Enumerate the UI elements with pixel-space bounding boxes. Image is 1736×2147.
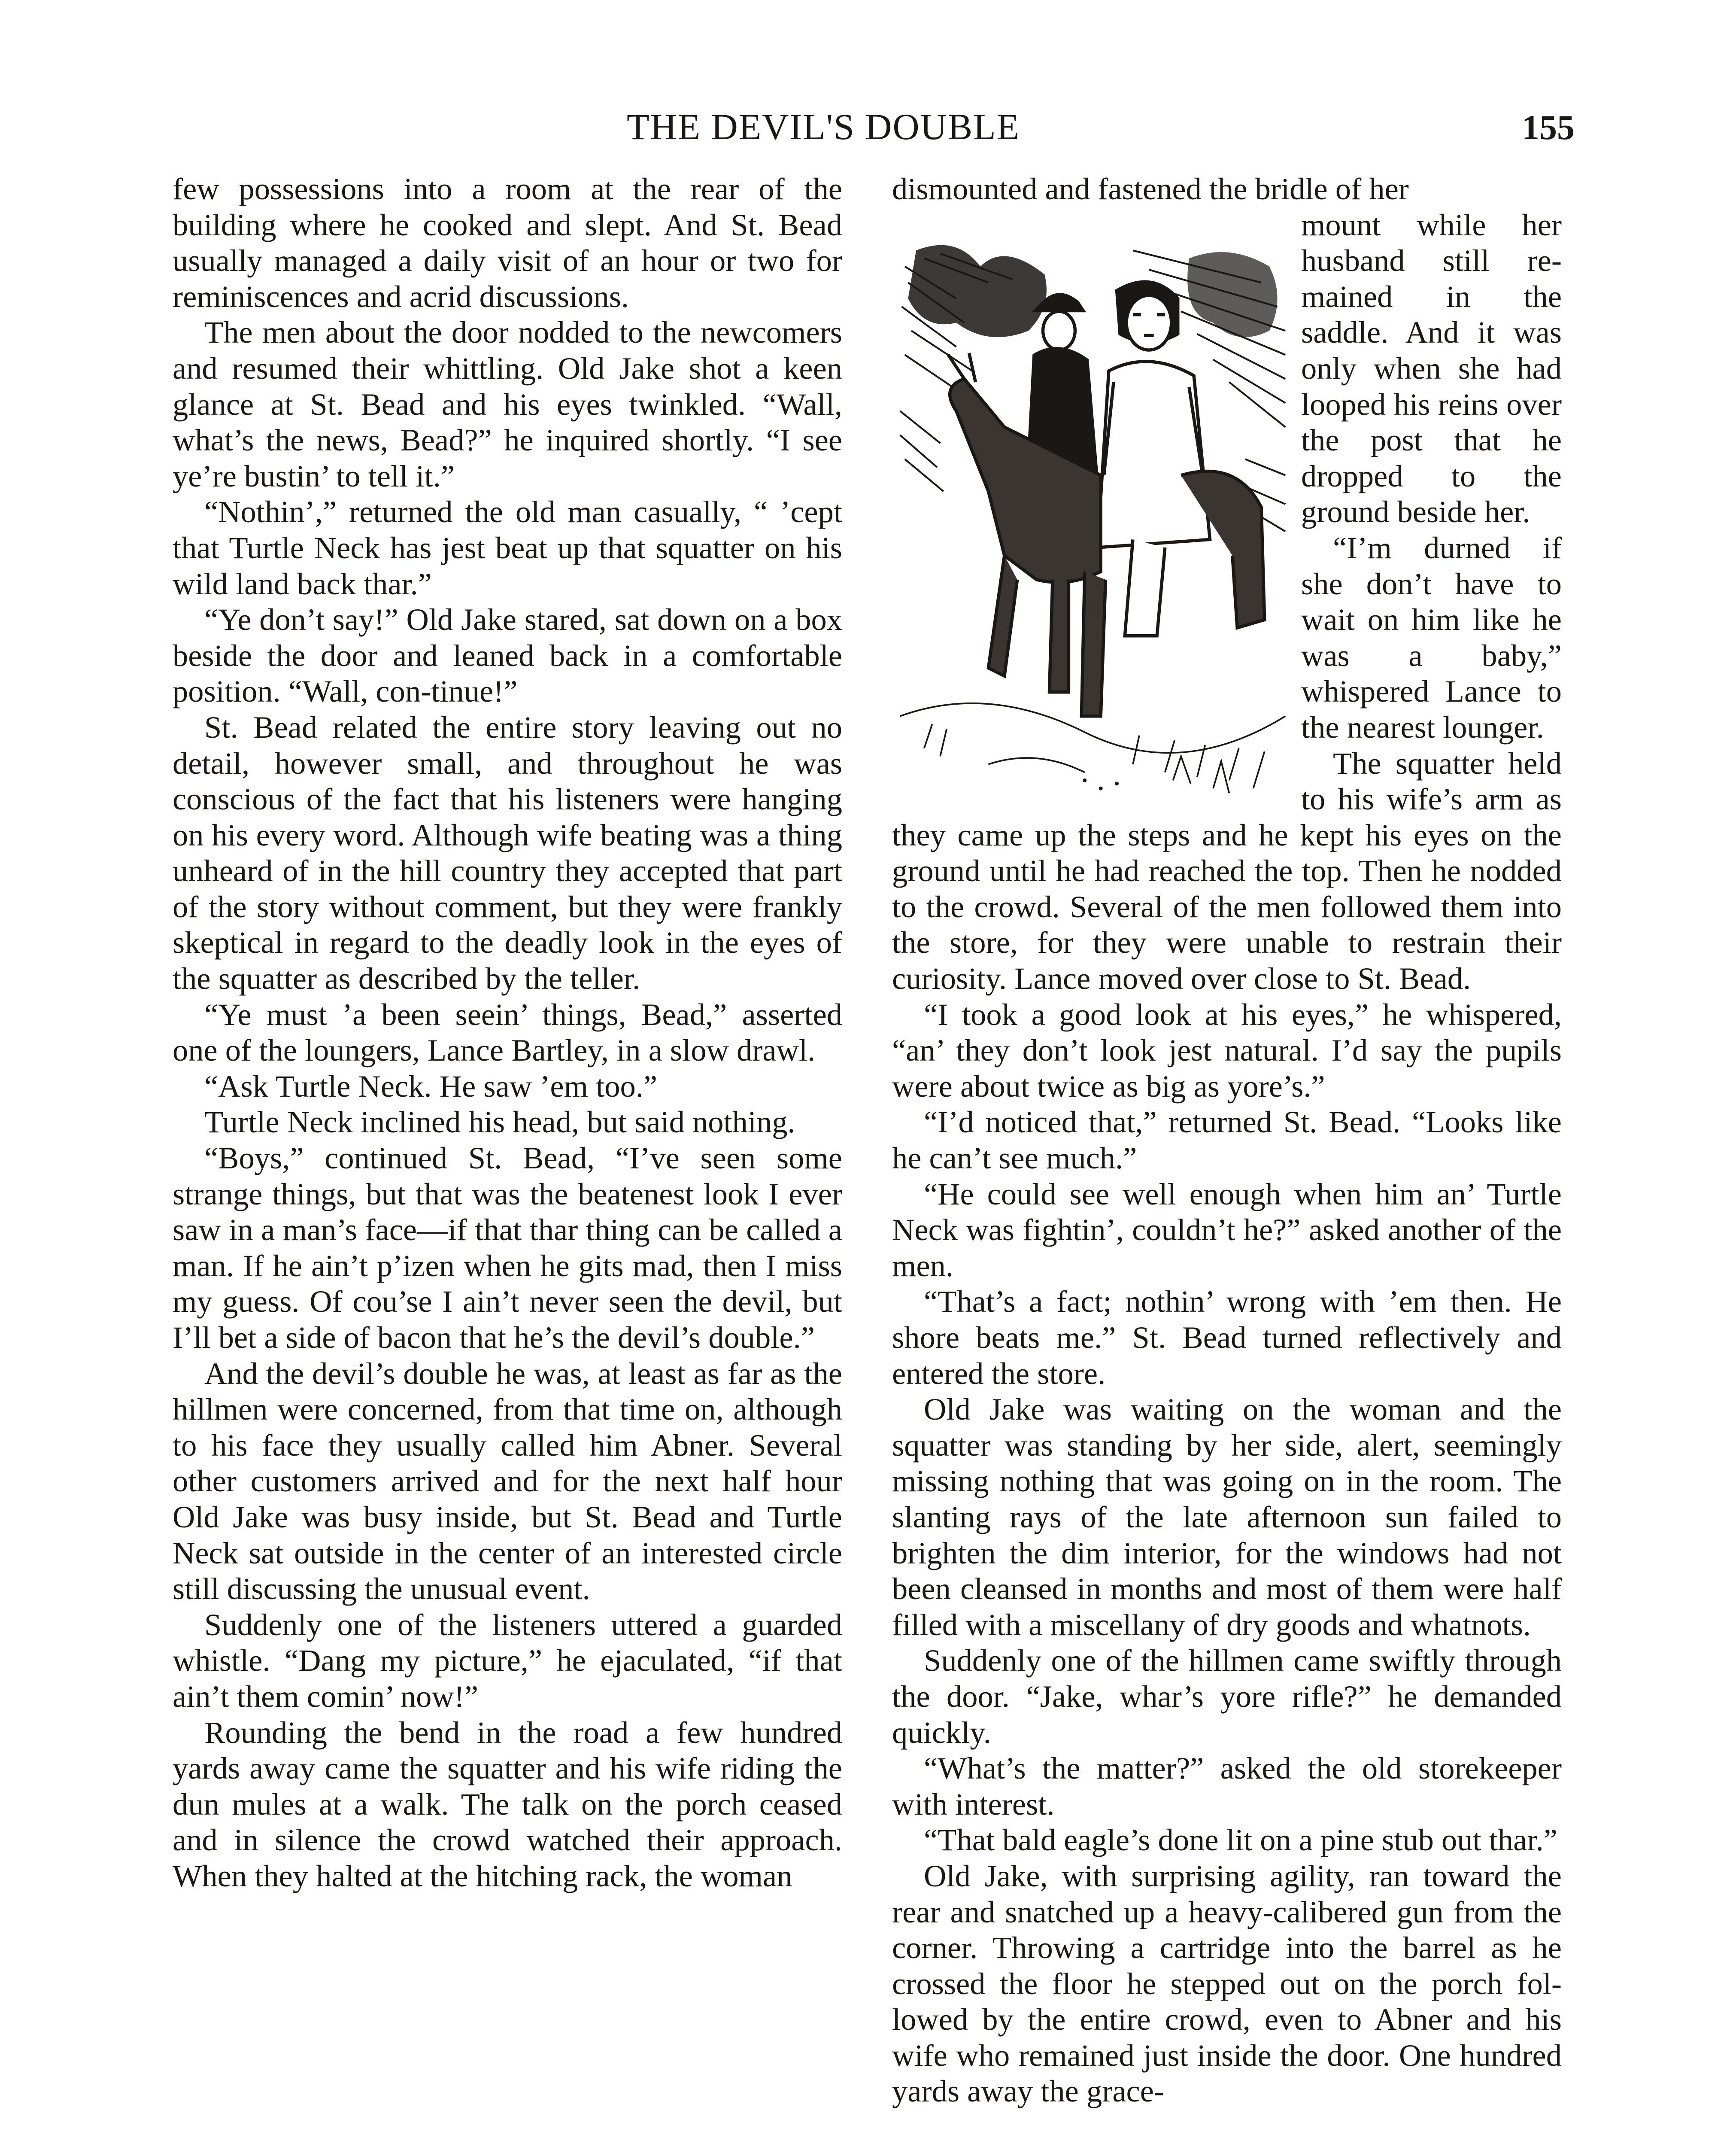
paragraph: “Boys,” continued St. Bead, “I’ve seen some strange things, but that was the beatenest look I ever saw in a man’s face—if that thar thing can be called a man. If he ain’t p’izen when he gits mad, then I miss my guess. Of cou’se I ain’t never seen the devil, but I’ll bet a side of bacon that he’s the devil’s double.” xyxy=(173,1140,842,1355)
paragraph: St. Bead related the entire story leaving out no detail, however small, and throughout he was conscious of the fact that his listeners were hanging on his every word. Although wife beating was a thing unheard of in the hill country they accepted that part of the story without comment, but they were frankly skeptical in regard to the deadly look in the eyes of the squatter as described by the teller. xyxy=(173,709,842,996)
paragraph: And the devil’s double he was, at least as far as the hillmen were concerned, from that time on, although to his face they usually called him Abner. Several other customers arrived and for the next half hour Old Jake was busy inside, but St. Bead and Turtle Neck sat outside in the center of an interested circle still discussing the unusual event. xyxy=(173,1356,842,1606)
paragraph: “That bald eagle’s done lit on a pine stub out thar.” xyxy=(924,1822,1557,1858)
paragraph-first-line: dismounted and fastened the bridle of her xyxy=(892,171,1409,206)
paragraph: “I’m durned if she don’t have to wait on him like he was a baby,” whispered Lance to the nearest lounger. xyxy=(1301,530,1562,745)
paragraph: “Ask Turtle Neck. He saw ’em too.” xyxy=(204,1068,658,1104)
paragraph: Old Jake was waiting on the woman and the squatter was standing by her side, alert, seemingly missing nothing that was going on in the room. The slanting rays of the late afternoon sun failed to brighten the dim interior, for the windows had not been cleansed in months and most of them were half filled with a miscellany of dry goods and whatnots. xyxy=(892,1392,1562,1642)
left-column xyxy=(173,171,842,1894)
paragraph: Suddenly one of the hillmen came swiftly through the door. “Jake, whar’s yore rifle?” he demanded quickly. xyxy=(892,1643,1562,1750)
paragraph: “He could see well enough when him an’ Turtle Neck was fightin’, couldn’t he?” asked another of the men. xyxy=(892,1176,1562,1283)
paragraph: The squatter held to his wife’s arm as they came up the steps and he kept his eyes on the ground until he had reached the top. Then he nodded to the crowd. Several of the men followed them into the store, for they were unable to restrain their curiosity. Lance moved over close to St. Bead. xyxy=(892,745,1562,996)
paragraph: mount while her husband still remained in the saddle. And it was only when she had looped his reins over the post that he dropped to the ground beside her. xyxy=(1301,207,1562,529)
illustration xyxy=(892,234,1293,813)
pen-drawing-couple-on-mules xyxy=(892,234,1293,813)
paragraph: “That’s a fact; nothin’ wrong with ’em then. He shore beats me.” St. Bead turned reflectively and entered the store. xyxy=(892,1284,1562,1391)
paragraph: “I’d noticed that,” returned St. Bead. “Looks like he can’t see much.” xyxy=(892,1104,1562,1176)
paragraph: “Ye don’t say!” Old Jake stared, sat down on a box beside the door and leaned back in a comfortable position. “Wall, con-tinue!” xyxy=(173,602,842,709)
paragraph: “I took a good look at his eyes,” he whispered, “an’ they don’t look jest natural. I’d say the pupils were about twice as big as yore’s.” xyxy=(892,997,1562,1104)
right-column xyxy=(892,171,1562,2109)
running-title: THE DEVIL'S DOUBLE xyxy=(627,106,1020,147)
paragraph: Rounding the bend in the road a few hundred yards away came the squatter and his wife riding the dun mules at a walk. The talk on the porch ceased and in silence the crowd watched their approach. When they halted at the hitching rack, the woman xyxy=(173,1715,842,1893)
paragraph: “What’s the matter?” asked the old storekeeper with interest. xyxy=(892,1751,1562,1822)
paragraph: few possessions into a room at the rear of the building where he cooked and slept. And St. Bead usually managed a daily visit of an hour or two for reminiscences and acrid discussions. xyxy=(173,171,842,314)
paragraph: Suddenly one of the listeners uttered a guarded whistle. “Dang my picture,” he ejaculated, “if that ain’t them comin’ now!” xyxy=(173,1607,842,1714)
paragraph: “Ye must ’a been seein’ things, Bead,” asserted one of the loungers, Lance Bartley, in a slow drawl. xyxy=(173,997,842,1068)
paragraph: Old Jake, with surprising agility, ran toward the rear and snatched up a heavy-calibered gun from the corner. Throwing a cartridge into the barrel as he crossed the floor he stepped out on the porch followed by the entire crowd, even to Abner and his wife who remained just inside the door. One hundred yards away the grace- xyxy=(892,1858,1562,2109)
paragraph: The men about the door nodded to the newcomers and resumed their whittling. Old Jake shot a keen glance at St. Bead and his eyes twinkled. “Wall, what’s the news, Bead?” he inquired shortly. “I see ye’re bustin’ to tell it.” xyxy=(173,315,842,493)
paragraph: Turtle Neck inclined his head, but said nothing. xyxy=(204,1104,795,1140)
page-number: 155 xyxy=(1522,108,1575,147)
paragraph: “Nothin’,” returned the old man casually, “ ’cept that Turtle Neck has jest beat up that squatter on his wild land back thar.” xyxy=(173,494,842,601)
